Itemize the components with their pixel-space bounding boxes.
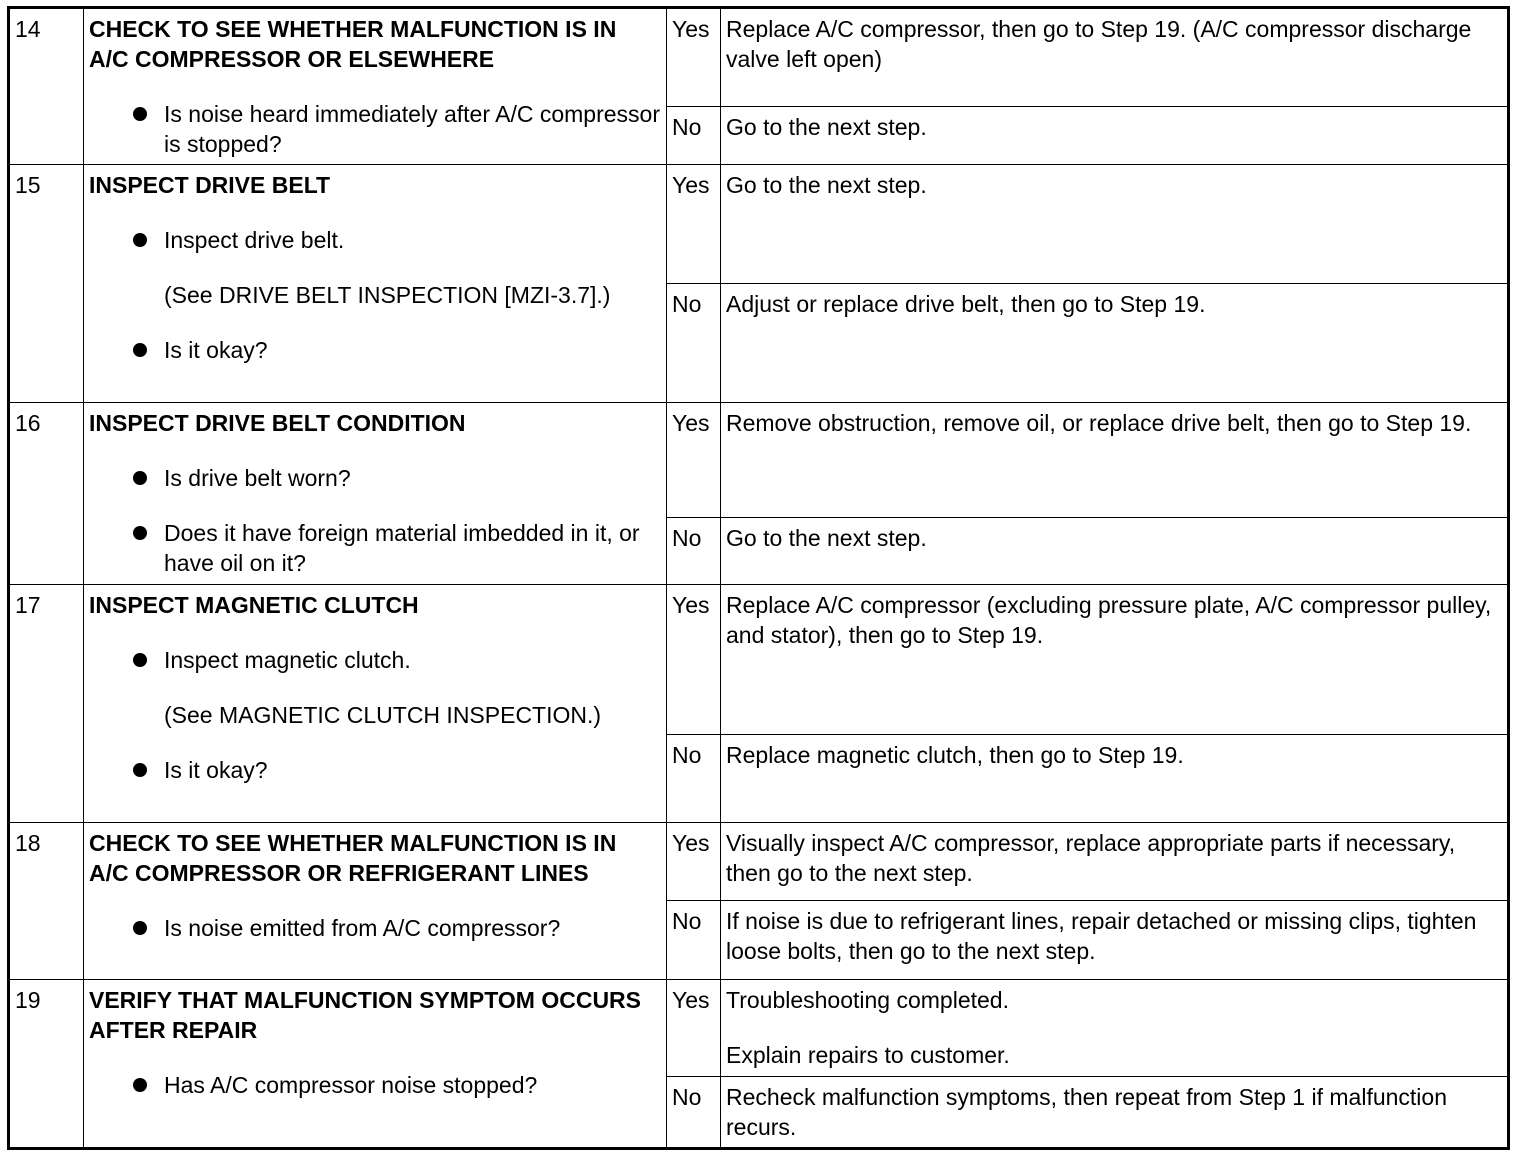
bullet-icon [133,526,147,540]
step-number: 17 [9,585,84,823]
inspection-cell [84,980,667,1149]
action-text: Replace magnetic clutch, then go to Step 19. [726,742,1184,768]
action-no [721,518,1509,585]
inspection-cell [84,165,667,403]
action-text: Recheck malfunction symptoms, then repeat from Step 1 if malfunction recurs. [726,1084,1447,1140]
result-no: No [667,1077,721,1149]
step-18-yes-row [9,823,1509,901]
bullet-text: Has A/C compressor noise stopped? [164,1072,538,1098]
step-15-yes-row [9,165,1509,284]
result-no: No [667,518,721,585]
action-yes [721,8,1509,107]
bullet-item [89,99,660,159]
step-title: INSPECT DRIVE BELT [89,172,331,198]
bullet-text: Does it have foreign material imbedded in it, or have oil on it? [164,520,640,576]
bullet-icon [133,233,147,247]
step-17-yes-row [9,585,1509,735]
action-no [721,1077,1509,1149]
step-title: CHECK TO SEE WHETHER MALFUNCTION IS IN A/C COMPRESSOR OR ELSEWHERE [89,16,617,72]
step-title: CHECK TO SEE WHETHER MALFUNCTION IS IN A/C COMPRESSOR OR REFRIGERANT LINES [89,830,617,886]
result-no: No [667,735,721,823]
bullet-icon [133,921,147,935]
inspection-cell [84,8,667,165]
inspection-cell [84,823,667,980]
bullet-item [89,225,660,255]
inspection-cell [84,585,667,823]
reference-note: (See DRIVE BELT INSPECTION [MZI-3.7].) [164,282,611,308]
bullet-item [89,645,660,675]
action-text: Go to the next step. [726,114,927,140]
result-yes: Yes [667,8,721,107]
step-14-yes-row [9,8,1509,107]
bullet-text: Is noise emitted from A/C compressor? [164,915,561,941]
action-text: Go to the next step. [726,172,927,198]
troubleshooting-table [7,6,1510,1150]
step-number: 16 [9,403,84,585]
action-no [721,284,1509,403]
action-yes [721,980,1509,1077]
bullet-text: Is noise heard immediately after A/C compressor is stopped? [164,101,660,157]
bullet-text: Is it okay? [164,337,268,363]
bullet-text: Inspect drive belt. [164,227,345,253]
result-no: No [667,107,721,165]
action-text: Explain repairs to customer. [726,1042,1010,1068]
bullet-item [89,1070,660,1100]
action-yes [721,165,1509,284]
result-yes: Yes [667,823,721,901]
step-number: 18 [9,823,84,980]
inspection-cell [84,403,667,585]
action-text: Visually inspect A/C compressor, replace appropriate parts if necessary, then go to the next step. [726,830,1456,886]
bullet-item [89,518,660,578]
bullet-icon [133,471,147,485]
bullet-text: Inspect magnetic clutch. [164,647,411,673]
step-title: INSPECT DRIVE BELT CONDITION [89,410,466,436]
step-number: 19 [9,980,84,1149]
bullet-item [89,335,660,365]
action-text: If noise is due to refrigerant lines, repair detached or missing clips, tighten loose bolts, then go to the next step. [726,908,1477,964]
result-yes: Yes [667,585,721,735]
step-title: VERIFY THAT MALFUNCTION SYMPTOM OCCURS AFTER REPAIR [89,987,641,1043]
action-yes [721,403,1509,518]
bullet-icon [133,107,147,121]
step-number: 14 [9,8,84,165]
step-19-yes-row [9,980,1509,1077]
result-yes: Yes [667,980,721,1077]
bullet-text: Is drive belt worn? [164,465,351,491]
bullet-icon [133,653,147,667]
step-title: INSPECT MAGNETIC CLUTCH [89,592,419,618]
bullet-item [89,463,660,493]
action-no [721,107,1509,165]
action-text: Replace A/C compressor, then go to Step 19. (A/C compressor discharge valve left open) [726,16,1472,72]
result-yes: Yes [667,165,721,284]
bullet-text: Is it okay? [164,757,268,783]
action-text: Troubleshooting completed. [726,987,1009,1013]
step-16-yes-row [9,403,1509,518]
result-yes: Yes [667,403,721,518]
bullet-icon [133,343,147,357]
action-no [721,901,1509,980]
bullet-icon [133,763,147,777]
bullet-item [89,755,660,785]
action-text: Replace A/C compressor (excluding pressure plate, A/C compressor pulley, and stator), then go to Step 19. [726,592,1492,648]
bullet-item [89,913,660,943]
action-text: Remove obstruction, remove oil, or replace drive belt, then go to Step 19. [726,410,1472,436]
result-no: No [667,284,721,403]
reference-note: (See MAGNETIC CLUTCH INSPECTION.) [164,702,602,728]
action-text: Go to the next step. [726,525,927,551]
action-yes [721,585,1509,735]
bullet-icon [133,1078,147,1092]
action-no [721,735,1509,823]
step-number: 15 [9,165,84,403]
result-no: No [667,901,721,980]
action-yes [721,823,1509,901]
action-text: Adjust or replace drive belt, then go to Step 19. [726,291,1206,317]
